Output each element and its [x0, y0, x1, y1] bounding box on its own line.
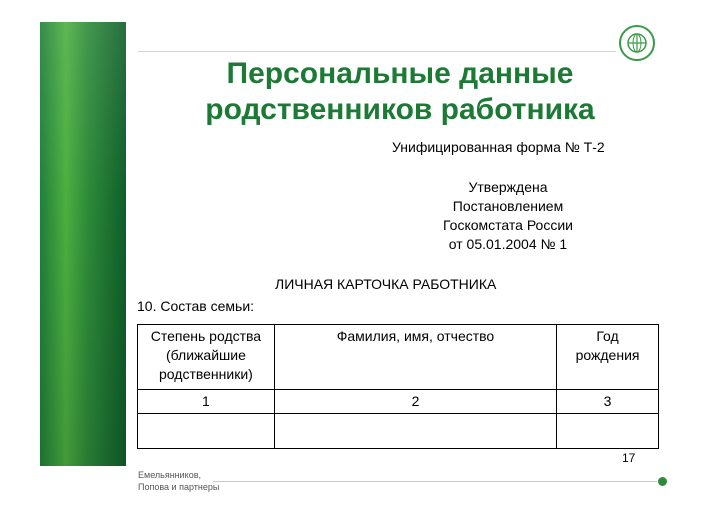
- approval-block: [418, 178, 598, 254]
- column-number-2: 2: [274, 390, 556, 414]
- family-table: [137, 324, 659, 449]
- header-name: Фамилия, имя, отчество: [274, 325, 556, 390]
- footer-divider: [213, 481, 657, 482]
- footer-dot-icon: [658, 477, 667, 486]
- empty-cell: [138, 414, 275, 449]
- top-divider: [138, 51, 616, 52]
- decorative-green-bar: [40, 22, 126, 466]
- form-number: Унифицированная форма № Т-2: [392, 139, 605, 155]
- empty-cell: [557, 414, 659, 449]
- table-row: [138, 414, 659, 449]
- table-header-row: [138, 325, 659, 390]
- column-number-3: 3: [557, 390, 659, 414]
- card-title: ЛИЧНАЯ КАРТОЧКА РАБОТНИКА: [275, 276, 497, 292]
- title-line-2: родственников работника: [205, 93, 595, 126]
- approval-line-4: от 05.01.2004 № 1: [448, 236, 568, 252]
- section-title: 10. Состав семьи:: [137, 298, 255, 314]
- page-title: [150, 56, 650, 128]
- title-line-1: Персональные данные: [226, 57, 574, 90]
- column-number-1: 1: [138, 390, 275, 414]
- approval-line-2: Постановлением: [452, 198, 564, 214]
- footer-logo-line-1: Емельянников,: [138, 470, 202, 480]
- page-number: 17: [622, 451, 636, 465]
- footer-logo: [138, 469, 219, 493]
- empty-cell: [274, 414, 556, 449]
- header-birth-year: Год рождения: [557, 325, 659, 390]
- approval-line-1: Утверждена: [468, 179, 548, 195]
- approval-line-3: Госкомстата России: [443, 217, 573, 233]
- header-relation: Степень родства (ближайшие родственники): [138, 325, 275, 390]
- table-number-row: [138, 390, 659, 414]
- footer-logo-line-2: Попова и партнеры: [138, 482, 220, 492]
